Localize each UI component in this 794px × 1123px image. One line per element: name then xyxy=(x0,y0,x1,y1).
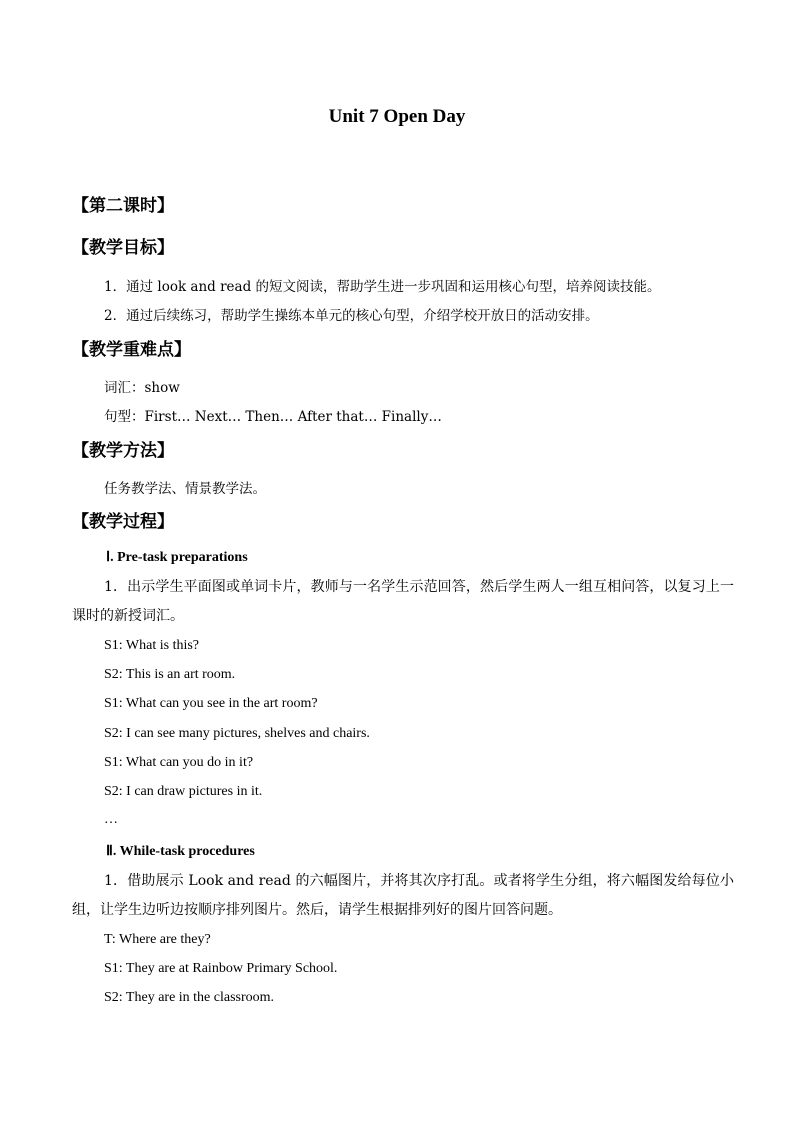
objective-item: 2．通过后续练习，帮助学生操练本单元的核心句型，介绍学校开放日的活动安排。 xyxy=(104,308,599,324)
part1-title: Ⅰ. Pre-task preparations xyxy=(106,550,248,565)
dialogue-line: S1: What can you do in it? xyxy=(104,755,254,770)
part2-step: 1．借助展示 Look and read 的六幅图片，并将其次序打乱。或者将学生分组，将六幅图发给每位小组，让学生边听边按顺序排列图片。然后，请学生根据排列好的图片回答问题。 xyxy=(72,873,734,918)
page-title: Unit 7 Open Day xyxy=(328,106,466,127)
part1-step: 1．出示学生平面图或单词卡片，教师与一名学生示范回答，然后学生两人一组互相问答，以复习上一课时的新授词汇。 xyxy=(72,579,734,624)
key-sentences: 句型：First… Next… Then… After that… Finally… xyxy=(104,409,442,425)
dialogue-line: S1: What can you see in the art room? xyxy=(104,696,318,711)
key-points-heading: 【教学重难点】 xyxy=(72,340,191,360)
dialogue-line: S2: They are in the classroom. xyxy=(104,990,275,1005)
dialogue-line: S2: I can draw pictures in it. xyxy=(104,784,263,799)
objective-item: 1．通过 look and read 的短文阅读，帮助学生进一步巩固和运用核心句型，培养阅读技能。 xyxy=(104,279,661,295)
dialogue-ellipsis: … xyxy=(104,812,118,827)
part2-title: Ⅱ. While-task procedures xyxy=(106,844,255,859)
objectives-heading: 【教学目标】 xyxy=(72,238,174,258)
dialogue-line: T: Where are they? xyxy=(104,932,211,947)
lesson-heading: 【第二课时】 xyxy=(72,196,174,216)
dialogue-line: S2: I can see many pictures, shelves and chairs. xyxy=(104,726,370,741)
methods-text: 任务教学法、情景教学法。 xyxy=(104,481,266,497)
methods-heading: 【教学方法】 xyxy=(72,441,174,461)
dialogue-line: S1: What is this? xyxy=(104,638,200,653)
process-heading: 【教学过程】 xyxy=(72,512,174,532)
dialogue-line: S1: They are at Rainbow Primary School. xyxy=(104,961,338,976)
key-vocab: 词汇：show xyxy=(104,380,180,396)
dialogue-line: S2: This is an art room. xyxy=(104,667,236,682)
